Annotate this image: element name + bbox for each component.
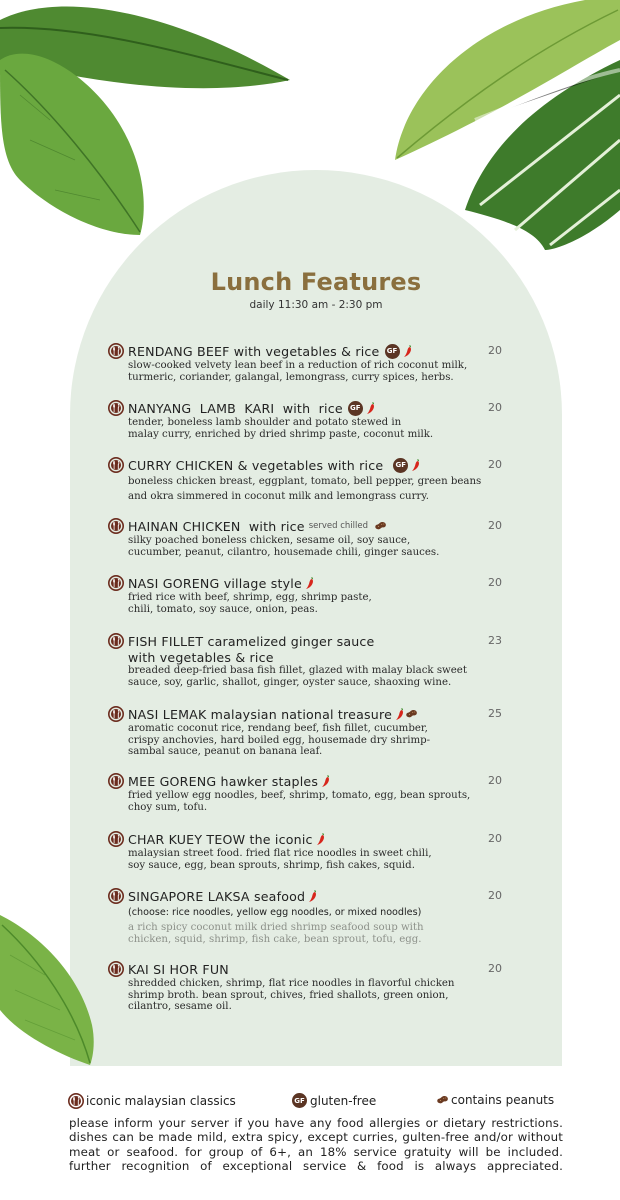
iconic-classic-icon xyxy=(108,400,124,416)
menu-item xyxy=(108,632,508,688)
footer-line: dishes can be made mild, extra spicy, except curries, gulten-free and/or without xyxy=(69,1130,563,1145)
item-price: 20 xyxy=(488,774,502,787)
chili-icon xyxy=(316,832,326,846)
chili-icon xyxy=(321,774,331,788)
item-name: CHAR KUEY TEOW the iconic xyxy=(128,831,313,847)
item-description: slow-cooked velvety lean beef in a reduction of rich coconut milk, turmeric, coriander, galangal, lemongrass, curry spices, herbs. xyxy=(128,360,468,383)
item-name: NASI LEMAK malaysian national treasure xyxy=(128,706,393,722)
iconic-classic-icon xyxy=(108,961,124,977)
menu-item xyxy=(108,342,508,383)
item-price: 20 xyxy=(488,401,502,414)
iconic-classic-icon xyxy=(108,343,124,359)
menu-item xyxy=(108,705,508,758)
item-description: shredded chicken, shrimp, flat rice noodles in flavorful chicken shrimp broth. bean sprout, chives, fried shallots, green onion, cilantro, sesame oil. xyxy=(128,978,455,1012)
footer-notes xyxy=(69,1116,563,1174)
iconic-classic-icon xyxy=(108,518,124,534)
menu-item xyxy=(108,399,508,440)
iconic-classic-icon xyxy=(68,1093,84,1109)
chili-icon xyxy=(395,707,405,721)
item-price: 20 xyxy=(488,458,502,471)
iconic-classic-icon xyxy=(108,457,124,473)
iconic-classic-icon xyxy=(108,888,124,904)
item-price: 20 xyxy=(488,576,502,589)
item-name-continued: with vegetables & rice xyxy=(128,650,274,665)
menu-item xyxy=(108,772,508,813)
item-name: FISH FILLET caramelized ginger sauce xyxy=(128,633,375,649)
footer-line: meat or seafood. for group of 6+, an 18% service gratuity will be included. xyxy=(69,1144,563,1159)
iconic-classic-icon xyxy=(108,773,124,789)
chili-icon xyxy=(366,401,376,415)
item-price: 20 xyxy=(488,962,502,975)
menu-item xyxy=(108,830,508,871)
item-name: MEE GORENG hawker staples xyxy=(128,773,319,789)
menu-item xyxy=(108,517,508,558)
item-description: silky poached boneless chicken, sesame oil, soy sauce, cucumber, peanut, cilantro, housemade chili, ginger sauces. xyxy=(128,535,440,558)
item-price: 20 xyxy=(488,519,502,532)
chili-icon xyxy=(403,344,413,358)
item-name: RENDANG BEEF with vegetables & rice xyxy=(128,343,380,359)
item-name: NASI GORENG village style xyxy=(128,575,302,591)
menu-hours: daily 11:30 am - 2:30 pm xyxy=(249,299,383,311)
item-price: 20 xyxy=(488,889,502,902)
item-options: (choose: rice noodles, yellow egg noodles, or mixed noodles) xyxy=(128,907,422,918)
item-price: 20 xyxy=(488,344,502,357)
iconic-classic-icon xyxy=(108,831,124,847)
item-price: 20 xyxy=(488,832,502,845)
chili-icon xyxy=(411,458,421,472)
item-name: CURRY CHICKEN & vegetables with rice xyxy=(128,457,384,473)
item-description: boneless chicken breast, eggplant, tomato, bell pepper, green beans and okra simmered in coconut milk and lemongrass curry. xyxy=(128,476,482,502)
item-note: served chilled xyxy=(308,521,369,531)
chili-icon xyxy=(308,889,318,903)
iconic-classic-icon xyxy=(108,633,124,649)
legend-iconic-label: iconic malaysian classics xyxy=(86,1094,236,1108)
gluten-free-icon: GF xyxy=(393,458,408,473)
iconic-classic-icon xyxy=(108,575,124,591)
item-name: NANYANG LAMB KARI with rice xyxy=(128,400,343,416)
item-description: tender, boneless lamb shoulder and potato stewed in malay curry, enriched by dried shrimp paste, coconut milk. xyxy=(128,417,434,440)
item-description: fried yellow egg noodles, beef, shrimp, tomato, egg, bean sprouts, choy sum, tofu. xyxy=(128,790,471,813)
menu-item xyxy=(108,574,508,615)
legend-peanuts-label: contains peanuts xyxy=(451,1093,555,1107)
peanut-icon xyxy=(374,521,387,531)
chili-icon xyxy=(305,576,315,590)
iconic-classic-icon xyxy=(108,706,124,722)
item-description: malaysian street food. fried flat rice noodles in sweet chili, soy sauce, egg, bean sprouts, shrimp, fish cakes, squid. xyxy=(128,848,432,871)
footer-line: please inform your server if you have any food allergies or dietary restrictions. xyxy=(69,1116,563,1130)
gluten-free-icon: GF xyxy=(348,401,363,416)
menu-item xyxy=(108,960,508,1013)
legend-peanuts xyxy=(436,1093,554,1107)
item-name: KAI SI HOR FUN xyxy=(128,961,229,977)
item-description: a rich spicy coconut milk dried shrimp seafood soup with chicken, squid, shrimp, fish cake, bean sprout, tofu, egg. xyxy=(128,922,424,945)
item-description: aromatic coconut rice, rendang beef, fish fillet, cucumber, crispy anchovies, hard boiled egg, housemade dry shrimp- sambal sauce, peanut on banana leaf. xyxy=(128,723,431,757)
menu-item xyxy=(108,887,508,945)
item-name: SINGAPORE LAKSA seafood xyxy=(128,888,306,904)
item-price: 23 xyxy=(488,634,502,647)
footer-line: further recognition of exceptional service & food is always appreciated. xyxy=(69,1159,563,1174)
menu-title: Lunch Features xyxy=(210,268,422,296)
menu-item xyxy=(108,456,508,504)
legend-gluten-free xyxy=(292,1093,376,1108)
item-description: breaded deep-fried basa fish fillet, glazed with malay black sweet sauce, soy, garlic, shallot, ginger, oyster sauce, shaoxing wine. xyxy=(128,665,467,688)
peanut-icon xyxy=(405,709,418,719)
peanut-icon xyxy=(436,1095,449,1105)
item-name: HAINAN CHICKEN with rice xyxy=(128,518,305,534)
item-price: 25 xyxy=(488,707,502,720)
banana-leaf-bottom-left xyxy=(0,915,100,1065)
gluten-free-icon: GF xyxy=(385,344,400,359)
legend-gluten-free-label: gluten-free xyxy=(310,1093,377,1108)
item-description: fried rice with beef, shrimp, egg, shrimp paste, chili, tomato, soy sauce, onion, peas. xyxy=(128,592,372,615)
legend-iconic xyxy=(68,1093,236,1109)
gluten-free-icon: GF xyxy=(292,1093,307,1108)
